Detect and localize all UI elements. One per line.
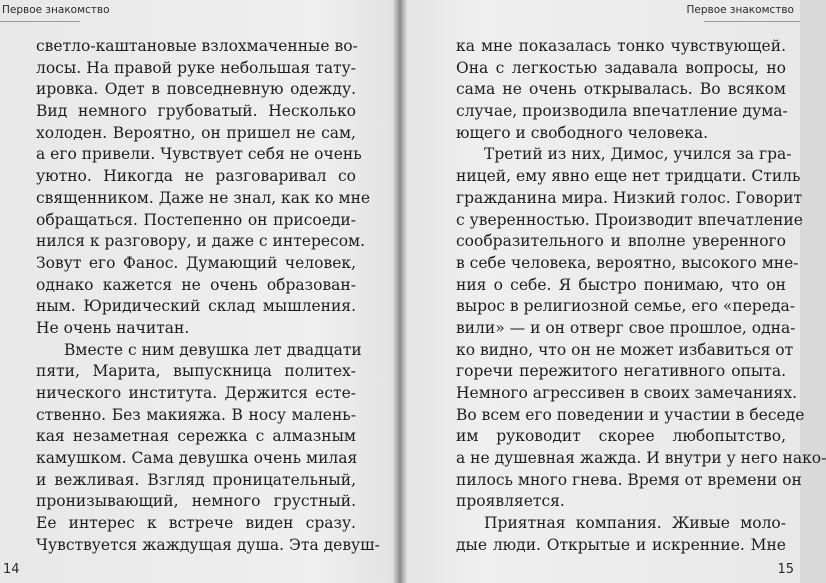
text-line: лосы. На правой руке небольшая тату- bbox=[36, 58, 356, 77]
text-line: сама не очень открывалась. Во всяком bbox=[456, 80, 786, 99]
text-line: уютно. Никогда не разговаривал со bbox=[36, 167, 356, 186]
text-line: случае, производила впечатление дума- bbox=[456, 102, 788, 121]
text-line: Зовут его Фанос. Думающий человек, bbox=[36, 253, 356, 272]
text-line: а не душевная жажда. И внутри у него нако- bbox=[456, 449, 826, 468]
left-page bbox=[0, 0, 398, 583]
text-line: однако кажется не очень образован- bbox=[36, 275, 356, 294]
text-line: ния о себе. Я быстро понимаю, что он bbox=[456, 275, 786, 294]
text-line: священником. Даже не знал, как ко мне bbox=[36, 188, 371, 207]
running-head: Первое знакомство bbox=[2, 4, 110, 16]
text-line: нился к разговору, и даже с интересом. bbox=[36, 232, 366, 251]
text-line: горечи пережитого негативного опыта. bbox=[456, 362, 786, 381]
text-line: дые люди. Открытые и искренние. Мне bbox=[456, 535, 786, 554]
text-line: сообразительного и вполне уверенного bbox=[456, 232, 786, 251]
text-line: проявляется. bbox=[456, 492, 565, 511]
right-page bbox=[402, 0, 826, 583]
text-line: камушком. Сама девушка очень милая bbox=[36, 449, 358, 468]
text-line: Вместе с ним девушка лет двадцати bbox=[64, 340, 362, 359]
body-text bbox=[456, 36, 826, 557]
text-line: ственно. Без макияжа. В носу малень- bbox=[36, 405, 356, 424]
text-line: Она с легкостью задавала вопросы, но bbox=[456, 58, 786, 77]
text-line: Немного агрессивен в своих замечаниях. bbox=[456, 384, 798, 402]
text-line: в себе человека, вероятно, высокого мне- bbox=[456, 253, 799, 272]
text-line: пилось много гнева. Время от времени он bbox=[456, 470, 802, 489]
text-line: Третий из них, Димос, учился за гра- bbox=[484, 145, 792, 164]
text-line: ным. Юридический склад мышления. bbox=[36, 297, 356, 316]
text-line: Не очень начитан. bbox=[36, 318, 190, 337]
text-line: им руководит скорее любопытство, bbox=[456, 427, 786, 446]
text-line: а его привели. Чувствует себя не очень bbox=[36, 145, 362, 164]
text-line: с уверенностью. Производит впечатление bbox=[456, 210, 803, 229]
text-line: ировка. Одет в повседневную одежду. bbox=[36, 80, 356, 99]
text-line: вырос в религиозной семье, его «переда- bbox=[456, 297, 796, 316]
text-line: Во всем его поведении и участии в беседе bbox=[456, 405, 805, 424]
text-line: нического института. Держится есте- bbox=[36, 384, 356, 402]
text-line: и вежливая. Взгляд проницательный, bbox=[36, 470, 356, 489]
running-head: Первое знакомство bbox=[686, 4, 794, 16]
text-line: вили» — и он отверг свое прошлое, одна- bbox=[456, 318, 796, 337]
text-line: Чувствуется жаждущая душа. Эта девуш- bbox=[36, 535, 380, 554]
page-number: 14 bbox=[3, 562, 20, 577]
text-line: кая незаметная сережка с алмазным bbox=[36, 427, 356, 446]
text-line: Приятная компания. Живые моло- bbox=[484, 514, 786, 533]
header-rule bbox=[0, 21, 80, 22]
text-line: Ее интерес к встрече виден сразу. bbox=[36, 514, 356, 533]
body-text bbox=[36, 36, 380, 557]
text-line: обращаться. Постепенно он присоеди- bbox=[36, 210, 356, 229]
text-line: пронизывающий, немного грустный. bbox=[36, 492, 356, 511]
text-line: ка мне показалась тонко чувствующей. bbox=[456, 37, 786, 55]
text-line: ко видно, что он не может избавиться от bbox=[456, 340, 794, 359]
text-line: холоден. Вероятно, он пришел не сам, bbox=[36, 123, 356, 142]
text-line: Вид немного грубоватый. Несколько bbox=[36, 102, 356, 121]
text-line: пяти, Марита, выпускница политех- bbox=[36, 362, 356, 381]
text-line: светло-каштановые взлохмаченные во- bbox=[36, 37, 358, 55]
text-line: гражданина мира. Низкий голос. Говорит bbox=[456, 188, 803, 207]
text-line: ницей, ему явно еще нет тридцати. Стиль bbox=[456, 167, 801, 186]
page-number: 15 bbox=[777, 562, 794, 577]
header-rule bbox=[704, 21, 800, 22]
text-line: ющего и свободного человека. bbox=[456, 123, 709, 142]
